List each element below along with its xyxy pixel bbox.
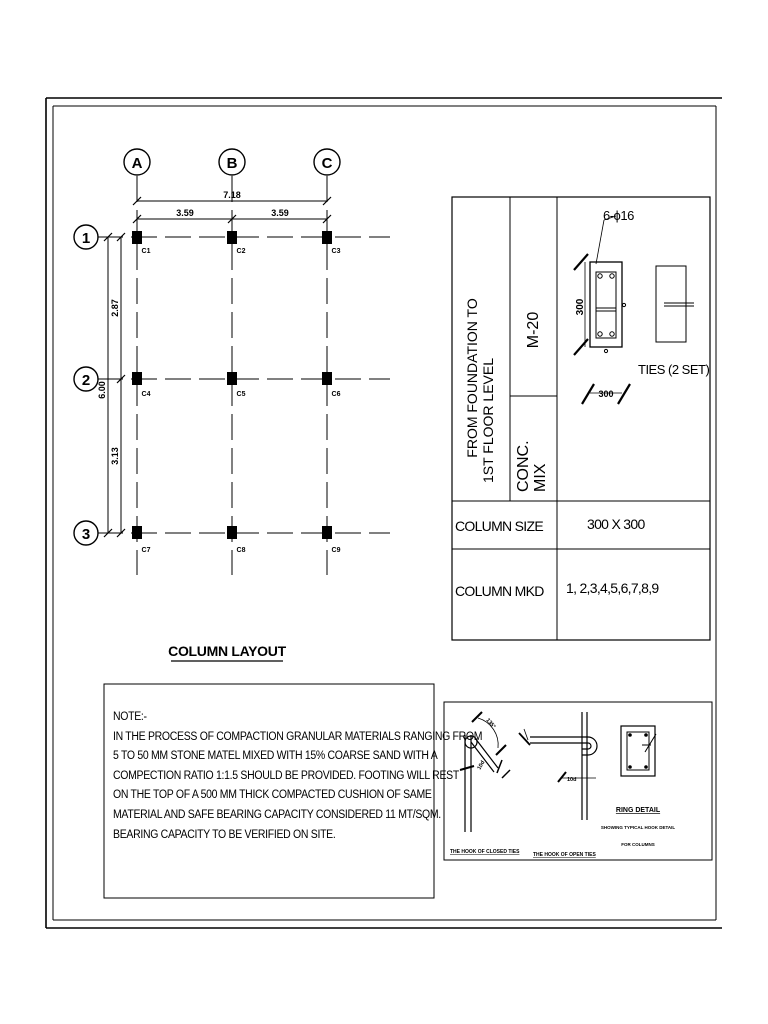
dim-10d-b: 10d [567, 777, 577, 783]
column-c9 [322, 526, 332, 539]
dim-total-x: 7.18 [223, 190, 241, 200]
ring-outer [621, 726, 655, 776]
grid-label-a: A [131, 155, 143, 172]
dim-x-2: 3.59 [271, 208, 289, 218]
column-label-c3: C3 [331, 248, 341, 255]
dim-total-y: 6.00 [97, 381, 107, 399]
grid-label-3: 3 [81, 526, 91, 543]
size-value: 300 X 300 [587, 516, 645, 532]
hook-details [444, 702, 712, 860]
dim-y-1: 2.87 [110, 299, 120, 317]
ring-sub-2: FOR COLUMNS [621, 842, 655, 847]
column-schedule [452, 197, 710, 640]
ring-sub-1: SHOWING TYPICAL HOOK DETAIL [600, 825, 676, 830]
mkd-value: 1, 2,3,4,5,6,7,8,9 [566, 580, 659, 596]
note-line-1: IN THE PROCESS OF COMPACTION GRANULAR MATERIALS RANGING FROM [113, 728, 483, 743]
column-c7 [132, 526, 142, 539]
open-ties-label: THE HOOK OF OPEN TIES [533, 852, 596, 858]
column-section [590, 262, 622, 347]
column-c3 [322, 231, 332, 244]
column-c1 [132, 231, 142, 244]
column-c2 [227, 231, 237, 244]
dim-135: 135° [484, 717, 497, 731]
note-line-6: BEARING CAPACITY TO BE VERIFIED ON SITE. [113, 826, 336, 841]
dim-side: 300 [575, 298, 586, 316]
mix-label-2: MIX [532, 463, 549, 492]
mix-label-1: CONC. [515, 440, 532, 492]
bars-label: 6-ϕ16 [603, 208, 634, 223]
layout-title: COLUMN LAYOUT [168, 643, 286, 659]
note-line-2: 5 TO 50 MM STONE MATEL MIXED WITH 15% COARSE SAND WITH A [113, 748, 438, 763]
column-c4 [132, 372, 142, 385]
column-label-c4: C4 [141, 391, 151, 398]
dim-x-1: 3.59 [176, 208, 194, 218]
closed-ties-label: THE HOOK OF CLOSED TIES [450, 849, 520, 855]
dim-10d-a: 10d [476, 759, 487, 771]
grid-label-b: B [226, 155, 238, 172]
column-label-c1: C1 [141, 248, 151, 255]
level-line-1: FROM FOUNDATION TO [464, 298, 480, 458]
column-label-c6: C6 [331, 391, 341, 398]
note-line-4: ON THE TOP OF A 500 MM THICK COMPACTED CUSHION OF SAME [113, 787, 432, 802]
column-c5 [227, 372, 237, 385]
column-label-c8: C8 [236, 547, 246, 554]
grid-label-c: C [321, 155, 333, 172]
note-line-3: COMPECTION RATIO 1:1.5 SHOULD BE PROVIDED. FOOTING WILL REST [113, 767, 459, 782]
mix-value: M-20 [525, 311, 542, 349]
dim-y-2: 3.13 [110, 447, 120, 465]
column-layout [74, 149, 390, 661]
column-c8 [227, 526, 237, 539]
dim-bottom: 300 [598, 389, 614, 399]
grid-label-1: 1 [81, 230, 91, 247]
mkd-label: COLUMN MKD [455, 583, 544, 599]
column-label-c2: C2 [236, 248, 246, 255]
size-label: COLUMN SIZE [455, 518, 543, 534]
details-border [444, 702, 712, 860]
ties-elevation [656, 266, 686, 342]
note-heading: NOTE:- [113, 709, 147, 723]
ties-label: TIES (2 SET) [638, 362, 710, 377]
level-line-2: 1ST FLOOR LEVEL [480, 357, 496, 483]
ring-title: RING DETAIL [615, 807, 661, 814]
column-label-c9: C9 [331, 547, 341, 554]
grid-label-2: 2 [81, 372, 91, 389]
note-line-5: MATERIAL AND SAFE BEARING CAPACITY CONSIDERED 11 MT/SQM. [113, 806, 441, 821]
column-label-c5: C5 [236, 391, 246, 398]
column-label-c7: C7 [141, 547, 151, 554]
column-c6 [322, 372, 332, 385]
